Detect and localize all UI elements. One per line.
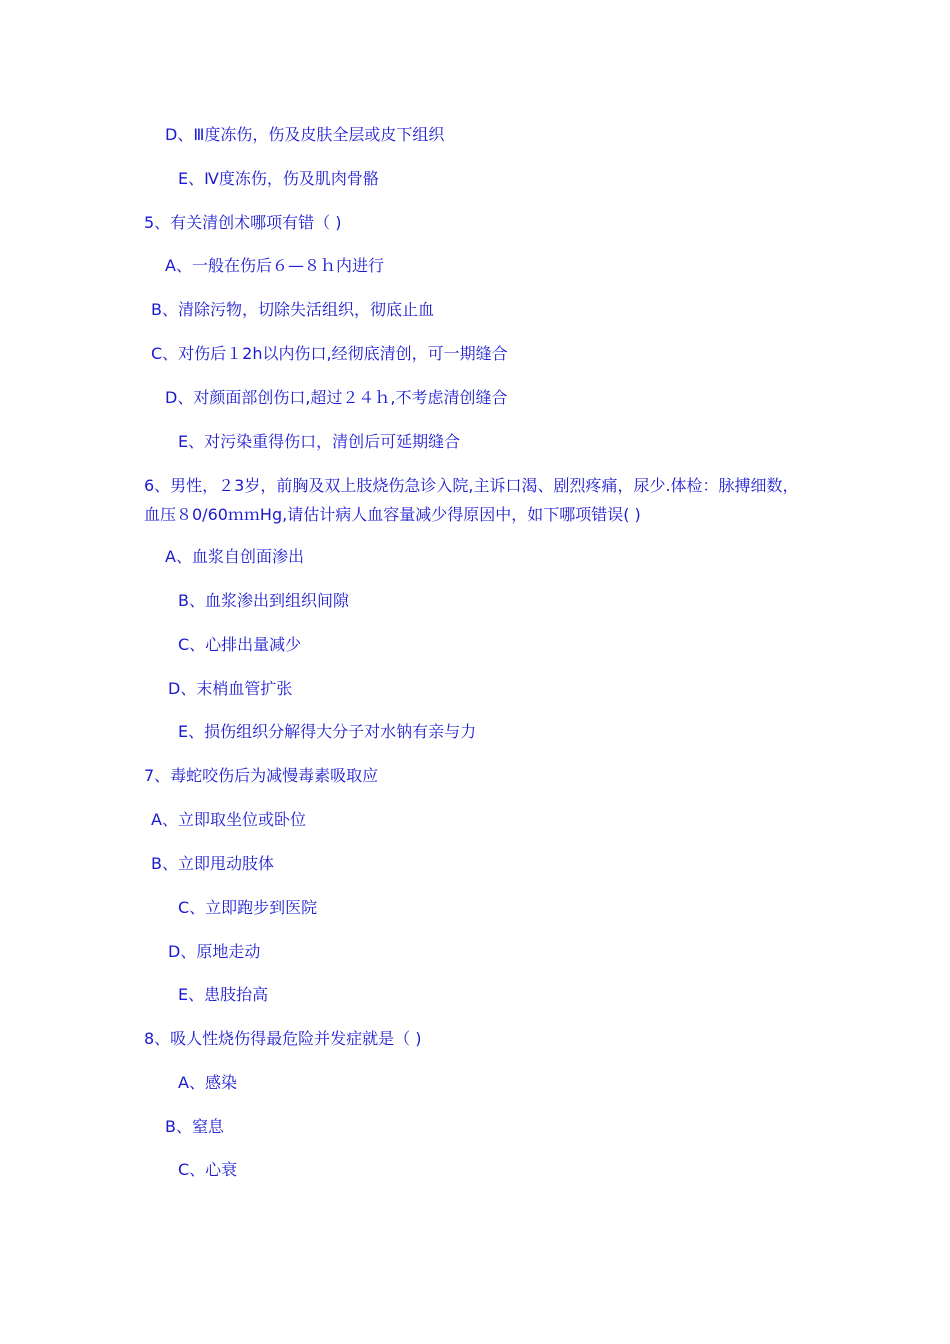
question-8: 8、吸人性烧伤得最危险并发症就是（ ) (144, 1029, 422, 1048)
option-a-q6: A、血浆自创面渗出 (165, 547, 304, 566)
option-d-q7: D、原地走动 (168, 942, 261, 961)
option-e-q5: E、对污染重得伤口，清创后可延期缝合 (178, 432, 461, 451)
option-c-q8: C、心衰 (178, 1160, 238, 1179)
option-e-q7: E、患肢抬高 (178, 985, 269, 1004)
option-e-q6: E、损伤组织分解得大分子对水钠有亲与力 (178, 722, 477, 741)
question-5: 5、有关清创术哪项有错（ ) (144, 213, 342, 232)
option-b-q7: B、立即甩动肢体 (151, 854, 274, 873)
option-b-q8: B、窒息 (165, 1117, 224, 1136)
option-c-q7: C、立即跑步到医院 (178, 898, 318, 917)
option-b-q5: B、清除污物，切除失活组织，彻底止血 (151, 300, 434, 319)
option-a-q7: A、立即取坐位或卧位 (151, 810, 306, 829)
option-d-q4: D、Ⅲ度冻伤，伤及皮肤全层或皮下组织 (165, 125, 445, 144)
option-e-q4: E、Ⅳ度冻伤，伤及肌肉骨骼 (178, 169, 379, 188)
option-b-q6: B、血浆渗出到组织间隙 (178, 591, 349, 610)
option-a-q5: A、一般在伤后６—８ｈ内进行 (165, 256, 384, 275)
option-a-q8: A、感染 (178, 1073, 237, 1092)
question-7: 7、毒蛇咬伤后为减慢毒素吸取应 (144, 766, 379, 785)
option-c-q6: C、心排出量减少 (178, 635, 302, 654)
option-d-q5: D、对颜面部创伤口,超过２４ｈ,不考虑清创缝合 (165, 388, 508, 407)
question-6: 6、男性，２3岁，前胸及双上肢烧伤急诊入院,主诉口渴、剧烈疼痛，尿少.体检：脉搏细数，血压８0/60ｍｍHg,请估计病人血容量减少得原因中，如下哪项错误( ) (144, 476, 799, 524)
option-c-q5: C、对伤后１2h以内伤口,经彻底清创，可一期缝合 (151, 344, 508, 363)
option-d-q6: D、末梢血管扩张 (168, 679, 293, 698)
